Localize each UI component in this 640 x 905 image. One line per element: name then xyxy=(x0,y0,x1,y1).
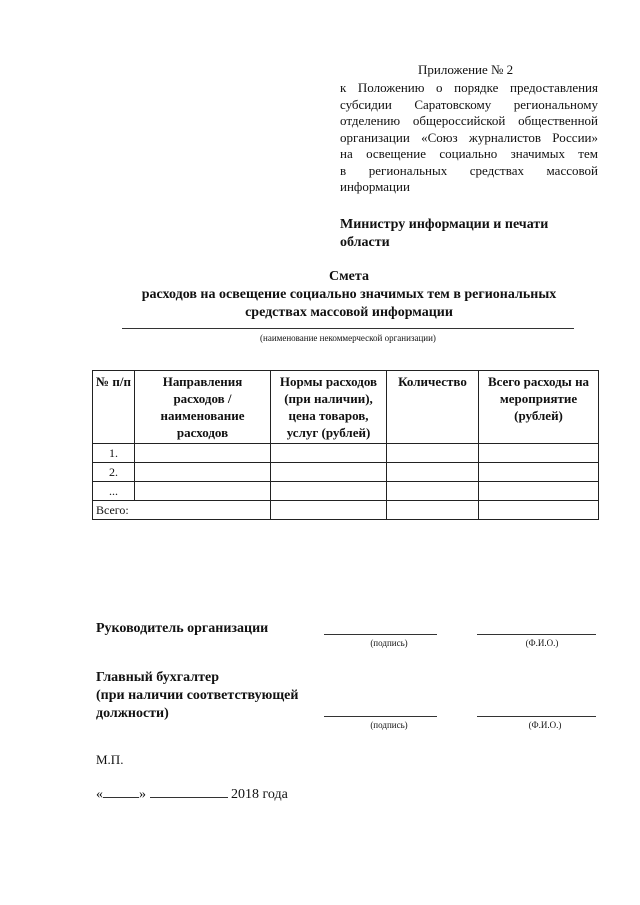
org-name-line xyxy=(122,328,574,329)
table-cell xyxy=(479,463,599,482)
table-row xyxy=(93,463,599,482)
estimate-heading xyxy=(80,268,618,322)
estimate-title: Смета xyxy=(329,269,369,284)
chief-accountant-line: должности) xyxy=(96,706,169,721)
table-cell xyxy=(387,501,479,520)
head-name-caption: (Ф.И.О.) xyxy=(525,638,559,648)
org-name-caption: (наименование некоммерческой организации) xyxy=(260,333,436,343)
appendix-line: информации xyxy=(340,179,410,194)
appendix-line: отделению общероссийской общественной xyxy=(340,113,598,128)
table-cell: ... xyxy=(93,482,135,501)
table-cell xyxy=(387,463,479,482)
total-label: Всего: xyxy=(93,501,271,520)
table-cell xyxy=(387,444,479,463)
head-of-organization-label: Руководитель организации xyxy=(96,621,269,636)
table-total-row xyxy=(93,501,599,520)
table-cell xyxy=(387,482,479,501)
table-cell xyxy=(479,444,599,463)
date-open-quote: « xyxy=(96,787,103,802)
table-cell xyxy=(479,501,599,520)
date-day-blank xyxy=(103,787,139,798)
appendix-line: субсидии Саратовскому региональному xyxy=(340,96,598,112)
recipient-line: Министру информации и печати xyxy=(340,217,549,232)
appendix-line: организации «Союз журналистов России» xyxy=(340,129,598,145)
table-header-row xyxy=(93,371,599,444)
table-cell xyxy=(135,463,271,482)
table-cell: 1. xyxy=(93,444,135,463)
chief-accountant-line: (при наличии соответствующей xyxy=(96,688,299,703)
appendix-line: в региональных средствах массовой xyxy=(340,162,598,178)
header-cell-number: № п/п xyxy=(93,371,135,444)
table-cell xyxy=(271,482,387,501)
accountant-name-caption: (Ф.И.О.) xyxy=(528,720,562,730)
stamp-placeholder: М.П. xyxy=(96,752,124,767)
date-year: 2018 года xyxy=(231,787,288,802)
chief-accountant-label xyxy=(96,669,298,723)
appendix-line: на освещение социально значимых тем xyxy=(340,146,598,161)
appendix-line: к Положению о порядке предоставления xyxy=(340,80,598,95)
table-cell: 2. xyxy=(93,463,135,482)
budget-table xyxy=(92,370,599,520)
recipient-line: области xyxy=(340,235,390,250)
table-cell xyxy=(135,482,271,501)
table-cell xyxy=(135,444,271,463)
appendix-title: Приложение № 2 xyxy=(418,62,514,77)
appendix-description xyxy=(340,80,598,196)
table-cell xyxy=(271,463,387,482)
date-month-blank xyxy=(150,787,228,798)
accountant-signature-caption: (подпись) xyxy=(370,720,408,730)
table-cell xyxy=(271,501,387,520)
table-row xyxy=(93,444,599,463)
date-close-quote: » xyxy=(139,787,146,802)
estimate-subtitle: средствах массовой информации xyxy=(245,305,453,320)
header-cell-quantity: Количество xyxy=(387,371,479,444)
header-cell-direction: Направления расходов / наименование расходов xyxy=(135,371,271,444)
head-signature-caption: (подпись) xyxy=(370,638,408,648)
accountant-name-line xyxy=(477,716,596,717)
head-name-line xyxy=(477,634,596,635)
table-cell xyxy=(479,482,599,501)
header-cell-norms: Нормы расходов (при наличии), цена товаров, услуг (рублей) xyxy=(271,371,387,444)
date-line xyxy=(96,787,288,803)
head-signature-line xyxy=(324,634,437,635)
table-row xyxy=(93,482,599,501)
recipient xyxy=(340,216,600,252)
chief-accountant-line: Главный бухгалтер xyxy=(96,670,219,685)
header-cell-total: Всего расходы на мероприятие (рублей) xyxy=(479,371,599,444)
accountant-signature-line xyxy=(324,716,437,717)
table-cell xyxy=(271,444,387,463)
estimate-subtitle: расходов на освещение социально значимых тем в региональных xyxy=(141,287,557,302)
